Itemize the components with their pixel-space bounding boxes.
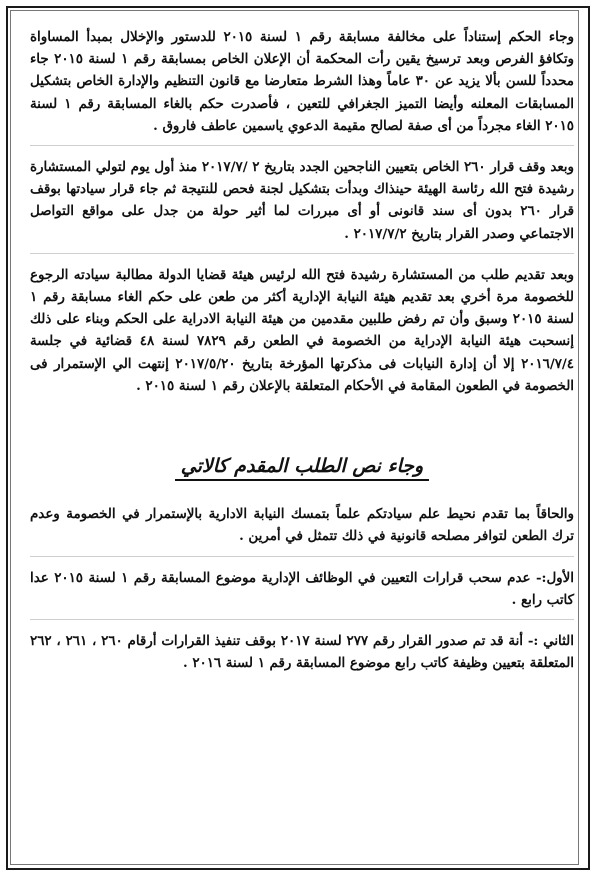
section-title-wrap — [30, 455, 574, 481]
request-item-first: الأول:- عدم سحب قرارات التعيين في الوظائف الإدارية موضوع المسابقة رقم ١ لسنة ٢٠١٥ عدا كاتب رابع . — [30, 569, 574, 608]
document-body — [30, 26, 574, 682]
divider — [30, 556, 574, 557]
divider — [30, 619, 574, 620]
paragraph-verdict: وجاء الحكم إستناداً على مخالفة مسابقة رقم ١ لسنة ٢٠١٥ للدستور والإخلال بمبدأ المساواة وتكافؤ الفرص وبعد ترسيخ يقين رأت المحكمة أن الإعلان الخاص بمسابقة رقم ١ لسنة ٢٠١٥ جاء محدداً للسن بألا يزيد عن ٣٠ عاماً وهذا الشرط متعارضا مع قانون التنظيم والإدارة الخاص بتشكيل المسابقات المعلنه وأيضا التميز الجغرافي للتعين ، فأصدرت حكم بالغاء المسابقة رقم ١ لسنة ٢٠١٥ الغاء مجرداً من أى صفة لصالح مقيمة الدعوي ياسمين عاطف فاروق . — [30, 29, 575, 134]
paragraph-decision-260: وبعد وقف قرار ٢٦٠ الخاص بتعيين الناجحين الجدد بتاريخ ٢ /٢٠١٧/٧ منذ أول يوم لتولي المستشارة رشيدة فتح الله رئاسة الهيئة حينذاك وبدأت بتشكيل لجنة فحص للنتيجة ثم جاء قرار سيادتها بوقف قرار ٢٦٠ بدون أى سند قانونى أو أى مبررات لما أثير حولة من جدل على مواقع التواصل الاجتماعي وصدر القرار بتاريخ ٢٠١٧/٧/٢ . — [30, 159, 574, 242]
divider — [30, 145, 574, 146]
divider — [30, 253, 574, 254]
request-item-second: الثاني :- أنة قد تم صدور القرار رقم ٢٧٧ لسنة ٢٠١٧ بوقف تنفيذ القرارات أرقام ٢٦٠ ، ٢٦١ ، ٢٦٢ المتعلقة بتعيين وظيفة كاتب رابع موضوع المسابقة رقم ١ لسنة ٢٠١٦ . — [30, 633, 574, 672]
request-intro: والحاقاً بما تقدم نحيط علم سيادتكم علماً بتمسك النيابة الادارية بالإستمرار في الخصومة وعدم ترك الطعن لتوافر مصلحه قانونية في ذلك تتمثل في أمرين . — [30, 506, 574, 545]
section-title: وجاء نص الطلب المقدم كالاتي — [175, 455, 429, 481]
paragraph-request: وبعد تقديم طلب من المستشارة رشيدة فتح الله لرئيس هيئة قضايا الدولة مطالبة سيادته الرجوع للخصومة مرة أخري بعد تقديم هيئة النيابة الإدارية أكثر من طعن على حكم الغاء مسابقة رقم ١ لسنة ٢٠١٥ وسبق وأن تم رفض طلبين مقدمين من هيئة النيابة الادراية على الحكم وبناء على ذلك إنسحبت هيئة النيابة الإدراية من الخصومة في الطعن رقم ٧٨٢٩ لسنة ٤٨ قضائية في جلسة ٢٠١٦/٧/٤ إلا أن إدارة النيابات فى مذكرتها المؤرخة بتاريخ ٢٠١٧/٥/٢٠ إنتهت الي الإستمرار فى الخصومة في الطعون المقامة في الأحكام المتعلقة بالإعلان رقم ١ لسنة ٢٠١٥ . — [30, 266, 574, 394]
